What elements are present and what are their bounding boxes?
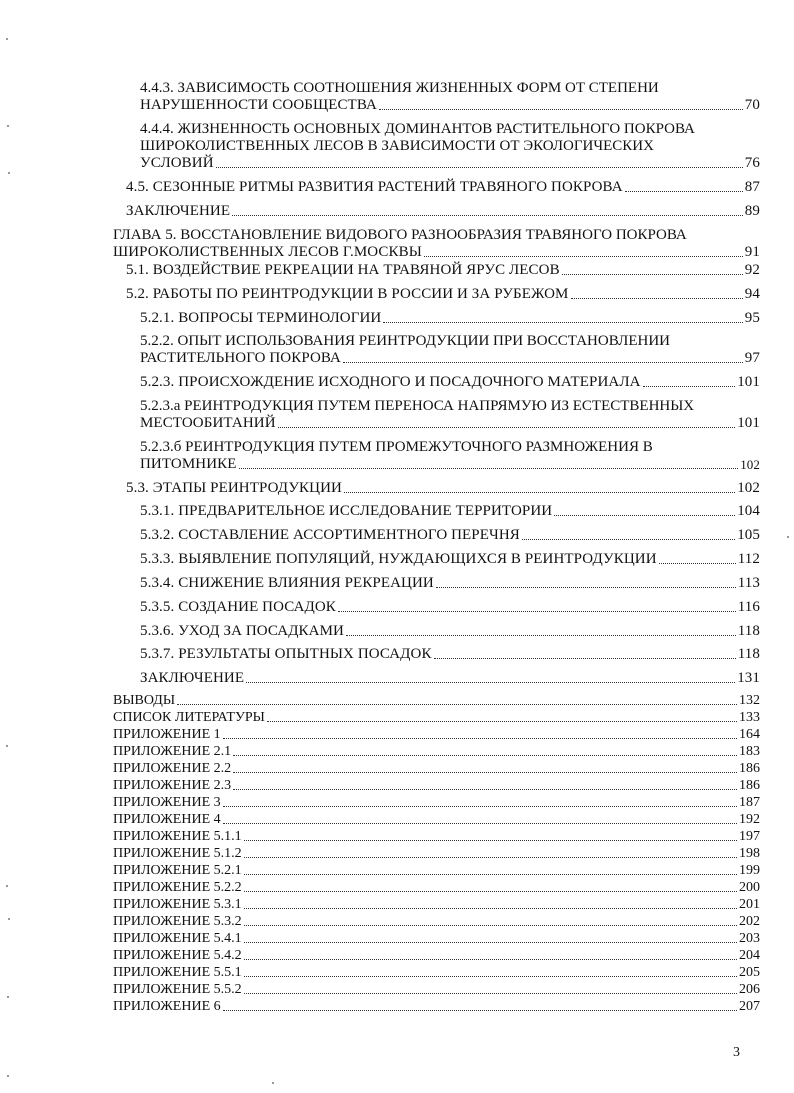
toc-page-number: 200 xyxy=(739,880,760,895)
toc-entry xyxy=(126,480,760,497)
toc-entry xyxy=(140,551,760,568)
toc-entry-title: ПРИЛОЖЕНИЕ 2.3 xyxy=(113,778,232,793)
toc-page-number: 118 xyxy=(737,623,760,639)
toc-entry-title: 5.3.4. СНИЖЕНИЕ ВЛИЯНИЯ РЕКРЕАЦИИ xyxy=(140,575,434,591)
toc-page-number: 186 xyxy=(739,761,760,776)
toc-entry-title: 5.3. ЭТАПЫ РЕИНТРОДУКЦИИ xyxy=(126,480,342,496)
toc-entry-compact xyxy=(113,727,760,743)
toc-entry-title: ПРИЛОЖЕНИЕ 5.4.1 xyxy=(113,931,242,946)
toc-entry-title: 4.5. СЕЗОННЫЕ РИТМЫ РАЗВИТИЯ РАСТЕНИЙ ТРАВЯНОГО ПОКРОВА xyxy=(126,179,623,195)
toc-entry-compact xyxy=(113,948,760,964)
toc-page-number: 101 xyxy=(737,415,760,431)
toc-entry-title: ПРИЛОЖЕНИЕ 5.1.1 xyxy=(113,829,242,844)
dot-leader xyxy=(338,611,736,612)
dot-leader xyxy=(244,857,737,858)
toc-entry-title: СПИСОК ЛИТЕРАТУРЫ xyxy=(113,710,265,725)
toc-entry-title-line: 4.4.3. ЗАВИСИМОСТЬ СООТНОШЕНИЯ ЖИЗНЕННЫХ ФОРМ ОТ СТЕПЕНИ xyxy=(140,80,659,96)
toc-entry-title: ЗАКЛЮЧЕНИЕ xyxy=(140,670,245,686)
dot-leader xyxy=(239,468,739,469)
toc-entry-title: НАРУШЕННОСТИ СООБЩЕСТВА xyxy=(140,97,377,113)
toc-page-number: 97 xyxy=(744,350,760,366)
dot-leader xyxy=(233,772,737,773)
toc-page-number: 202 xyxy=(739,914,760,929)
toc-entry-title: 5.3.7. РЕЗУЛЬТАТЫ ОПЫТНЫХ ПОСАДОК xyxy=(140,646,432,662)
toc-page-number: 116 xyxy=(737,599,760,615)
toc-entry-title: 5.2.1. ВОПРОСЫ ТЕРМИНОЛОГИИ xyxy=(140,310,382,326)
toc-entry xyxy=(140,623,760,640)
dot-leader xyxy=(571,298,743,299)
toc-page-number: 207 xyxy=(739,999,760,1014)
toc-entry-title: ШИРОКОЛИСТВЕННЫХ ЛЕСОВ Г.МОСКВЫ xyxy=(113,244,422,260)
toc-page-number: 91 xyxy=(744,244,760,260)
dot-leader xyxy=(244,874,737,875)
toc-entry-title: ПРИЛОЖЕНИЕ 4 xyxy=(113,812,221,827)
toc-entry-title-line: 5.2.3.а РЕИНТРОДУКЦИЯ ПУТЕМ ПЕРЕНОСА НАПРЯМУЮ ИЗ ЕСТЕСТВЕННЫХ xyxy=(140,398,695,414)
toc-entry-compact xyxy=(113,931,760,947)
toc-entry-title: ПРИЛОЖЕНИЕ 5.4.2 xyxy=(113,948,242,963)
toc-entry-compact xyxy=(113,693,760,709)
toc-page-number: 87 xyxy=(744,179,760,195)
toc-entry-compact xyxy=(113,829,760,845)
toc-entry xyxy=(140,503,760,520)
toc-page-number: 203 xyxy=(739,931,760,946)
dot-leader xyxy=(522,539,735,540)
toc-page-number: 102 xyxy=(737,480,760,496)
toc-entry-compact xyxy=(113,761,760,777)
toc-entry-compact xyxy=(113,846,760,862)
toc-entry-compact xyxy=(113,982,760,998)
toc-page-number: 101 xyxy=(737,374,760,390)
toc-page-number: 201 xyxy=(739,897,760,912)
dot-leader xyxy=(232,215,743,216)
toc-entry-title: 5.3.3. ВЫЯВЛЕНИЕ ПОПУЛЯЦИЙ, НУЖДАЮЩИХСЯ В РЕИНТРОДУКЦИИ xyxy=(140,551,657,567)
toc-entry xyxy=(140,155,760,172)
toc-entry xyxy=(140,350,760,367)
dot-leader xyxy=(223,823,737,824)
toc-entry-title: УСЛОВИЙ xyxy=(140,155,214,171)
toc-entry-title: ПРИЛОЖЕНИЕ 5.3.2 xyxy=(113,914,242,929)
toc-page-number: 92 xyxy=(744,262,760,278)
dot-leader xyxy=(233,755,737,756)
dot-leader xyxy=(379,109,743,110)
toc-entry-title-line: ШИРОКОЛИСТВЕННЫХ ЛЕСОВ В ЗАВИСИМОСТИ ОТ ЭКОЛОГИЧЕСКИХ xyxy=(140,138,654,154)
toc-page-number: 89 xyxy=(744,203,760,219)
toc-entry-title: ЗАКЛЮЧЕНИЕ xyxy=(126,203,231,219)
scan-speck xyxy=(8,918,10,920)
dot-leader xyxy=(244,976,737,977)
toc-entry-title: ПРИЛОЖЕНИЕ 2.2 xyxy=(113,761,232,776)
toc-page-number: 187 xyxy=(739,795,760,810)
dot-leader xyxy=(436,587,736,588)
toc-entry xyxy=(140,575,760,592)
toc-chapter-title-line: ГЛАВА 5. ВОССТАНОВЛЕНИЕ ВИДОВОГО РАЗНООБРАЗИЯ ТРАВЯНОГО ПОКРОВА xyxy=(113,227,687,243)
toc-entry-title: 5.3.5. СОЗДАНИЕ ПОСАДОК xyxy=(140,599,336,615)
scan-speck xyxy=(7,125,9,127)
toc-page-number: 199 xyxy=(739,863,760,878)
toc-entry-compact xyxy=(113,914,760,930)
toc-entry-title: 5.2. РАБОТЫ ПО РЕИНТРОДУКЦИИ В РОССИИ И ЗА РУБЕЖОМ xyxy=(126,286,569,302)
toc-entry xyxy=(140,670,760,687)
toc-entry xyxy=(140,97,760,114)
dot-leader xyxy=(346,635,736,636)
dot-leader xyxy=(244,993,737,994)
toc-entry-compact xyxy=(113,880,760,896)
dot-leader xyxy=(244,908,737,909)
dot-leader xyxy=(659,563,736,564)
toc-page-number: 104 xyxy=(737,503,760,519)
dot-leader xyxy=(343,362,743,363)
toc-entry-title: 5.3.6. УХОД ЗА ПОСАДКАМИ xyxy=(140,623,344,639)
toc-page-number: 113 xyxy=(737,575,760,591)
toc-page-number: 105 xyxy=(737,527,760,543)
scan-speck xyxy=(6,885,8,887)
toc-entry xyxy=(140,456,760,473)
toc-entry-title-line: 4.4.4. ЖИЗНЕННОСТЬ ОСНОВНЫХ ДОМИНАНТОВ РАСТИТЕЛЬНОГО ПОКРОВА xyxy=(140,121,695,137)
toc-entry xyxy=(140,646,760,663)
toc-entry-title: 5.2.3. ПРОИСХОЖДЕНИЕ ИСХОДНОГО И ПОСАДОЧНОГО МАТЕРИАЛА xyxy=(140,374,641,390)
toc-page-number: 132 xyxy=(739,693,760,708)
toc-entry-title: ПРИЛОЖЕНИЕ 5.5.2 xyxy=(113,982,242,997)
toc-page-number: 186 xyxy=(739,778,760,793)
toc-entry-title: ПРИЛОЖЕНИЕ 2.1 xyxy=(113,744,232,759)
dot-leader xyxy=(223,806,737,807)
toc-page-number: 133 xyxy=(739,710,760,725)
toc-page-number: 204 xyxy=(739,948,760,963)
dot-leader xyxy=(177,704,737,705)
dot-leader xyxy=(643,386,736,387)
scan-speck xyxy=(272,1082,274,1084)
dot-leader xyxy=(278,427,736,428)
dot-leader xyxy=(233,789,737,790)
toc-entry xyxy=(126,286,760,303)
toc-entry-title: ПРИЛОЖЕНИЕ 1 xyxy=(113,727,221,742)
toc-page-number: 183 xyxy=(739,744,760,759)
toc-entry-compact xyxy=(113,744,760,760)
dot-leader xyxy=(244,942,737,943)
toc-entry xyxy=(140,415,760,432)
toc-entry-title: МЕСТООБИТАНИЙ xyxy=(140,415,276,431)
page-number: 3 xyxy=(733,1045,740,1060)
toc-entry xyxy=(126,262,760,279)
dot-leader xyxy=(244,891,737,892)
toc-entry-compact xyxy=(113,795,760,811)
toc-entry xyxy=(140,374,760,391)
toc-entry-compact xyxy=(113,710,760,726)
scan-speck xyxy=(6,38,8,40)
dot-leader xyxy=(424,256,743,257)
toc-entry xyxy=(140,599,760,616)
toc-page-number: 94 xyxy=(744,286,760,302)
scan-speck xyxy=(787,536,789,538)
toc-entry-compact xyxy=(113,965,760,981)
toc-entry-title: ПРИЛОЖЕНИЕ 5.1.2 xyxy=(113,846,242,861)
toc-entry-title: ПИТОМНИКЕ xyxy=(140,456,237,472)
toc-page-number: 205 xyxy=(739,965,760,980)
dot-leader xyxy=(434,658,736,659)
toc-entry-compact xyxy=(113,863,760,879)
toc-entry xyxy=(126,179,760,196)
toc-entry-title: ПРИЛОЖЕНИЕ 5.3.1 xyxy=(113,897,242,912)
dot-leader xyxy=(244,840,737,841)
toc-page-number: 76 xyxy=(744,155,760,171)
toc-entry-title: ПРИЛОЖЕНИЕ 5.2.2 xyxy=(113,880,242,895)
toc-page-number: 197 xyxy=(739,829,760,844)
toc-entry-title: ПРИЛОЖЕНИЕ 6 xyxy=(113,999,221,1014)
toc-entry-title: РАСТИТЕЛЬНОГО ПОКРОВА xyxy=(140,350,341,366)
toc-page-number: 131 xyxy=(737,670,760,686)
dot-leader xyxy=(223,1010,737,1011)
toc-entry-title: ПРИЛОЖЕНИЕ 3 xyxy=(113,795,221,810)
toc-entry-compact xyxy=(113,778,760,794)
toc-entry xyxy=(126,203,760,220)
dot-leader xyxy=(383,322,742,323)
scan-speck xyxy=(7,1075,9,1077)
dot-leader xyxy=(554,515,735,516)
dot-leader xyxy=(244,925,737,926)
toc-entry xyxy=(140,527,760,544)
dot-leader xyxy=(562,274,743,275)
toc-page-number: 95 xyxy=(744,310,760,326)
scan-speck xyxy=(6,745,8,747)
toc-entry-title-line: 5.2.3.б РЕИНТРОДУКЦИЯ ПУТЕМ ПРОМЕЖУТОЧНОГО РАЗМНОЖЕНИЯ В xyxy=(140,439,653,455)
toc-entry-title-line: 5.2.2. ОПЫТ ИСПОЛЬЗОВАНИЯ РЕИНТРОДУКЦИИ ПРИ ВОССТАНОВЛЕНИИ xyxy=(140,333,670,349)
scan-speck xyxy=(8,172,10,174)
toc-entry-title: ПРИЛОЖЕНИЕ 5.5.1 xyxy=(113,965,242,980)
dot-leader xyxy=(267,721,737,722)
toc-page-number: 206 xyxy=(739,982,760,997)
toc-page-number: 164 xyxy=(739,727,760,742)
toc-page-number: 102 xyxy=(740,457,760,472)
toc-entry-compact xyxy=(113,999,760,1015)
toc-page-number: 192 xyxy=(739,812,760,827)
scan-speck xyxy=(7,996,9,998)
toc-entry-title: ВЫВОДЫ xyxy=(113,693,176,708)
toc-entry-compact xyxy=(113,897,760,913)
toc-entry-title: 5.3.1. ПРЕДВАРИТЕЛЬНОЕ ИССЛЕДОВАНИЕ ТЕРРИТОРИИ xyxy=(140,503,553,519)
dot-leader xyxy=(246,682,735,683)
dot-leader xyxy=(223,738,737,739)
dot-leader xyxy=(244,959,737,960)
toc-entry xyxy=(140,310,760,327)
dot-leader xyxy=(344,492,735,493)
toc-page-number: 112 xyxy=(737,551,760,567)
toc-entry xyxy=(113,244,760,261)
toc-entry-title: 5.1. ВОЗДЕЙСТВИЕ РЕКРЕАЦИИ НА ТРАВЯНОЙ ЯРУС ЛЕСОВ xyxy=(126,262,560,278)
dot-leader xyxy=(625,191,743,192)
toc-page-number: 70 xyxy=(744,97,760,113)
toc-entry-compact xyxy=(113,812,760,828)
toc-entry-title: 5.3.2. СОСТАВЛЕНИЕ АССОРТИМЕНТНОГО ПЕРЕЧНЯ xyxy=(140,527,520,543)
toc-entry-title: ПРИЛОЖЕНИЕ 5.2.1 xyxy=(113,863,242,878)
dot-leader xyxy=(216,167,743,168)
toc-page-number: 198 xyxy=(739,846,760,861)
toc-page-number: 118 xyxy=(737,646,760,662)
